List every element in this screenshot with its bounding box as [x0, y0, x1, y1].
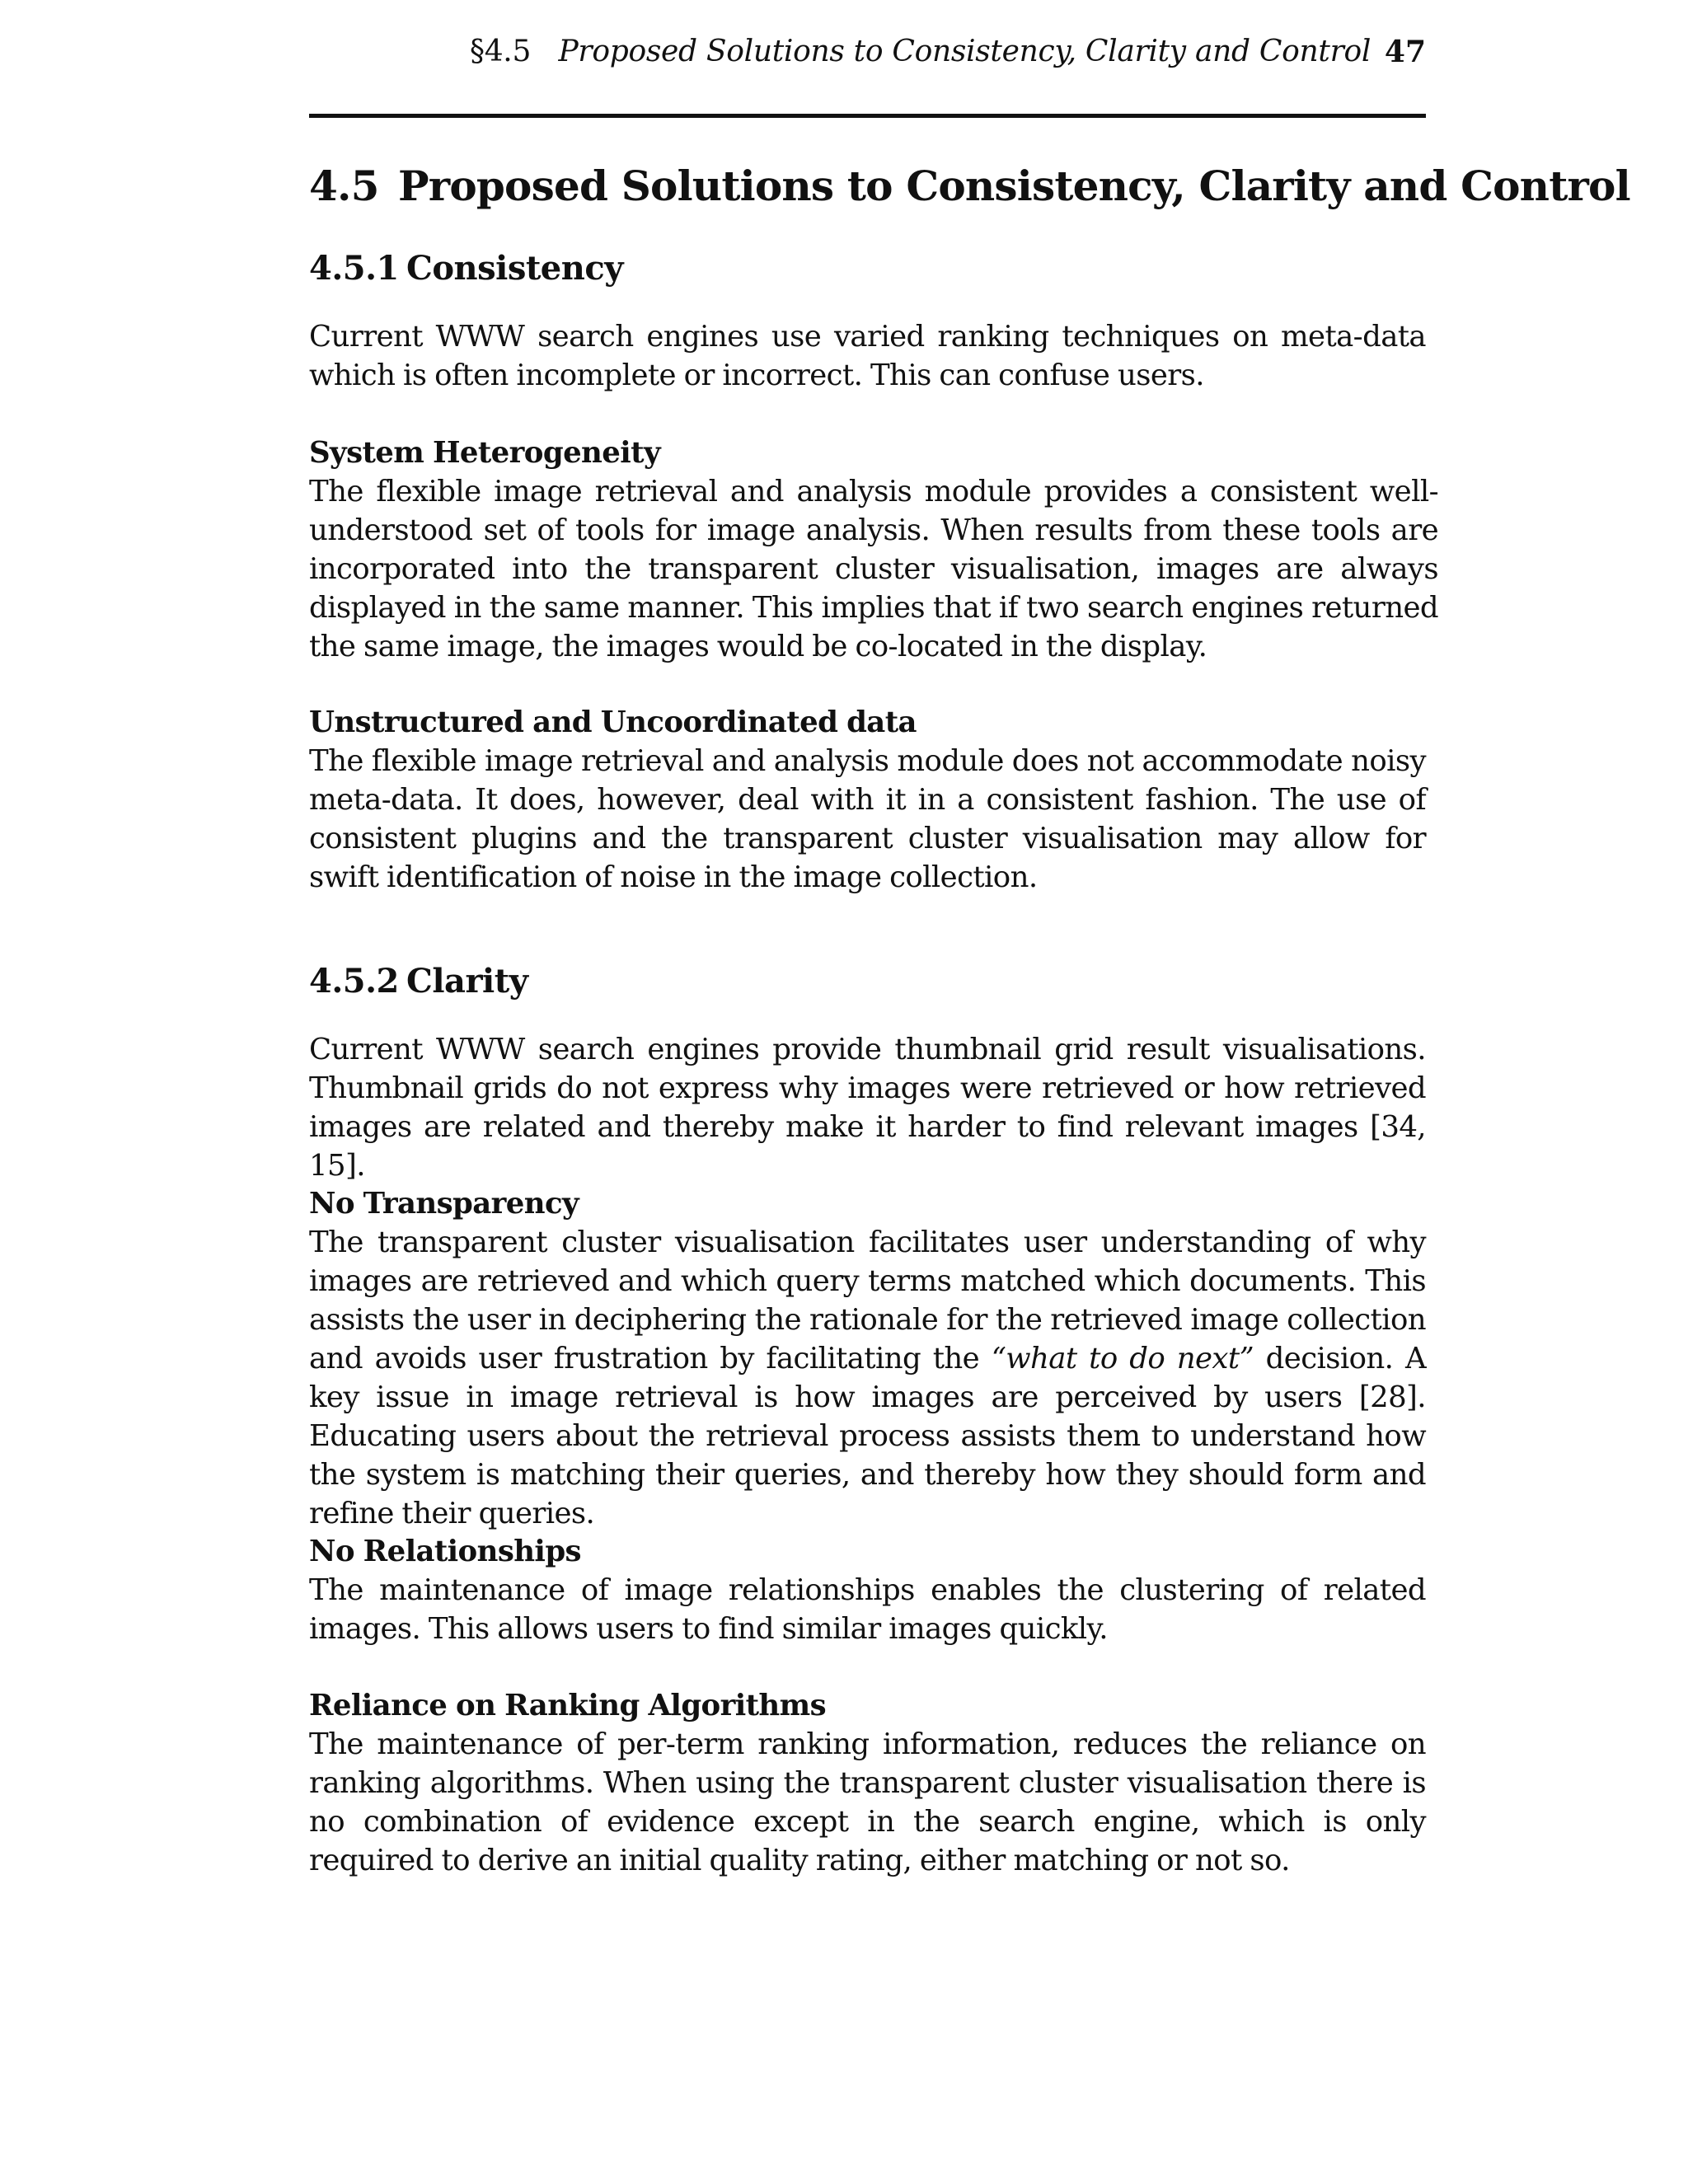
subsection-number: 4.5.2	[309, 962, 399, 1001]
paragraph-heading: Unstructured and Uncoordinated data	[309, 705, 917, 739]
header-rule	[309, 114, 1426, 118]
subsection-number: 4.5.1	[309, 249, 399, 288]
subsection-title-text: Clarity	[406, 962, 528, 1001]
subsection-title-clarity	[309, 962, 528, 1001]
section-title	[309, 162, 1630, 210]
paragraph-unstructured-data	[309, 703, 1426, 897]
running-title-number: §4.5	[470, 35, 532, 68]
running-title	[470, 35, 1371, 68]
section-number: 4.5	[309, 162, 379, 210]
paragraph-heading: No Relationships	[309, 1535, 581, 1568]
paragraph-no-transparency	[309, 1184, 1426, 1533]
paragraph-heading: No Transparency	[309, 1187, 579, 1221]
subsection-title-text: Consistency	[406, 249, 623, 288]
paragraph-reliance-ranking	[309, 1686, 1426, 1880]
paragraph-text: The transparent cluster visualisation facilitates user understanding of why images are retrieved and which query terms matched which documents. This assists the user in deciphering the rationale for the retrieved image collection and avoids user frustration by facilitating the	[309, 1226, 1426, 1376]
running-header	[309, 35, 1426, 76]
paragraph-heading: Reliance on Ranking Algorithms	[309, 1689, 826, 1722]
paragraph-text: The maintenance of per-term ranking information, reduces the reliance on ranking algorithms. When using the transparent cluster visualisation there is no combination of evidence except in the search engine, which is only required to derive an initial quality rating, either matching or not so.	[309, 1727, 1426, 1877]
paragraph-no-relationships	[309, 1532, 1426, 1648]
paragraph-text: The flexible image retrieval and analysis module provides a consistent well-understood set of tools for image analysis. When results from these tools are incorporated into the transparent cluster visualisation, images are always displayed in the same manner. This implies that if two search engines returned the same image, the images would be co-located in the display.	[309, 475, 1438, 663]
paragraph-system-heterogeneity	[309, 434, 1438, 666]
emphasis-text: “what to do next”	[991, 1342, 1254, 1376]
subsection-title-consistency	[309, 249, 623, 288]
paragraph-heading: System Heterogeneity	[309, 436, 660, 470]
running-title-text: Proposed Solutions to Consistency, Clarity and Control	[558, 35, 1372, 68]
section-title-text: Proposed Solutions to Consistency, Clarity and Control	[398, 162, 1630, 210]
consistency-intro: Current WWW search engines use varied ranking techniques on meta-data which is often incomplete or incorrect. This can confuse users.	[309, 320, 1426, 392]
paragraph-text: The flexible image retrieval and analysis module does not accommodate noisy meta-data. It does, however, deal with it in a consistent fashion. The use of consistent plugins and the transparent cluster visualisation may allow for swift identification of noise in the image collection.	[309, 744, 1426, 894]
paragraph-text: The maintenance of image relationships enables the clustering of related images. This allows users to find similar images quickly.	[309, 1573, 1426, 1646]
clarity-intro: Current WWW search engines provide thumbnail grid result visualisations. Thumbnail grids do not express why images were retrieved or how retrieved images are related and thereby make it harder to find relevant images [34, 15].	[309, 1033, 1426, 1183]
page-number: 47	[1384, 35, 1426, 69]
paragraph-text-continued: decision. A key issue in image retrieval is how images are perceived by users [28]. Educating users about the retrieval process assists them to understand how the system is matching their queries, and thereby how they should form and refine their queries.	[309, 1342, 1426, 1530]
